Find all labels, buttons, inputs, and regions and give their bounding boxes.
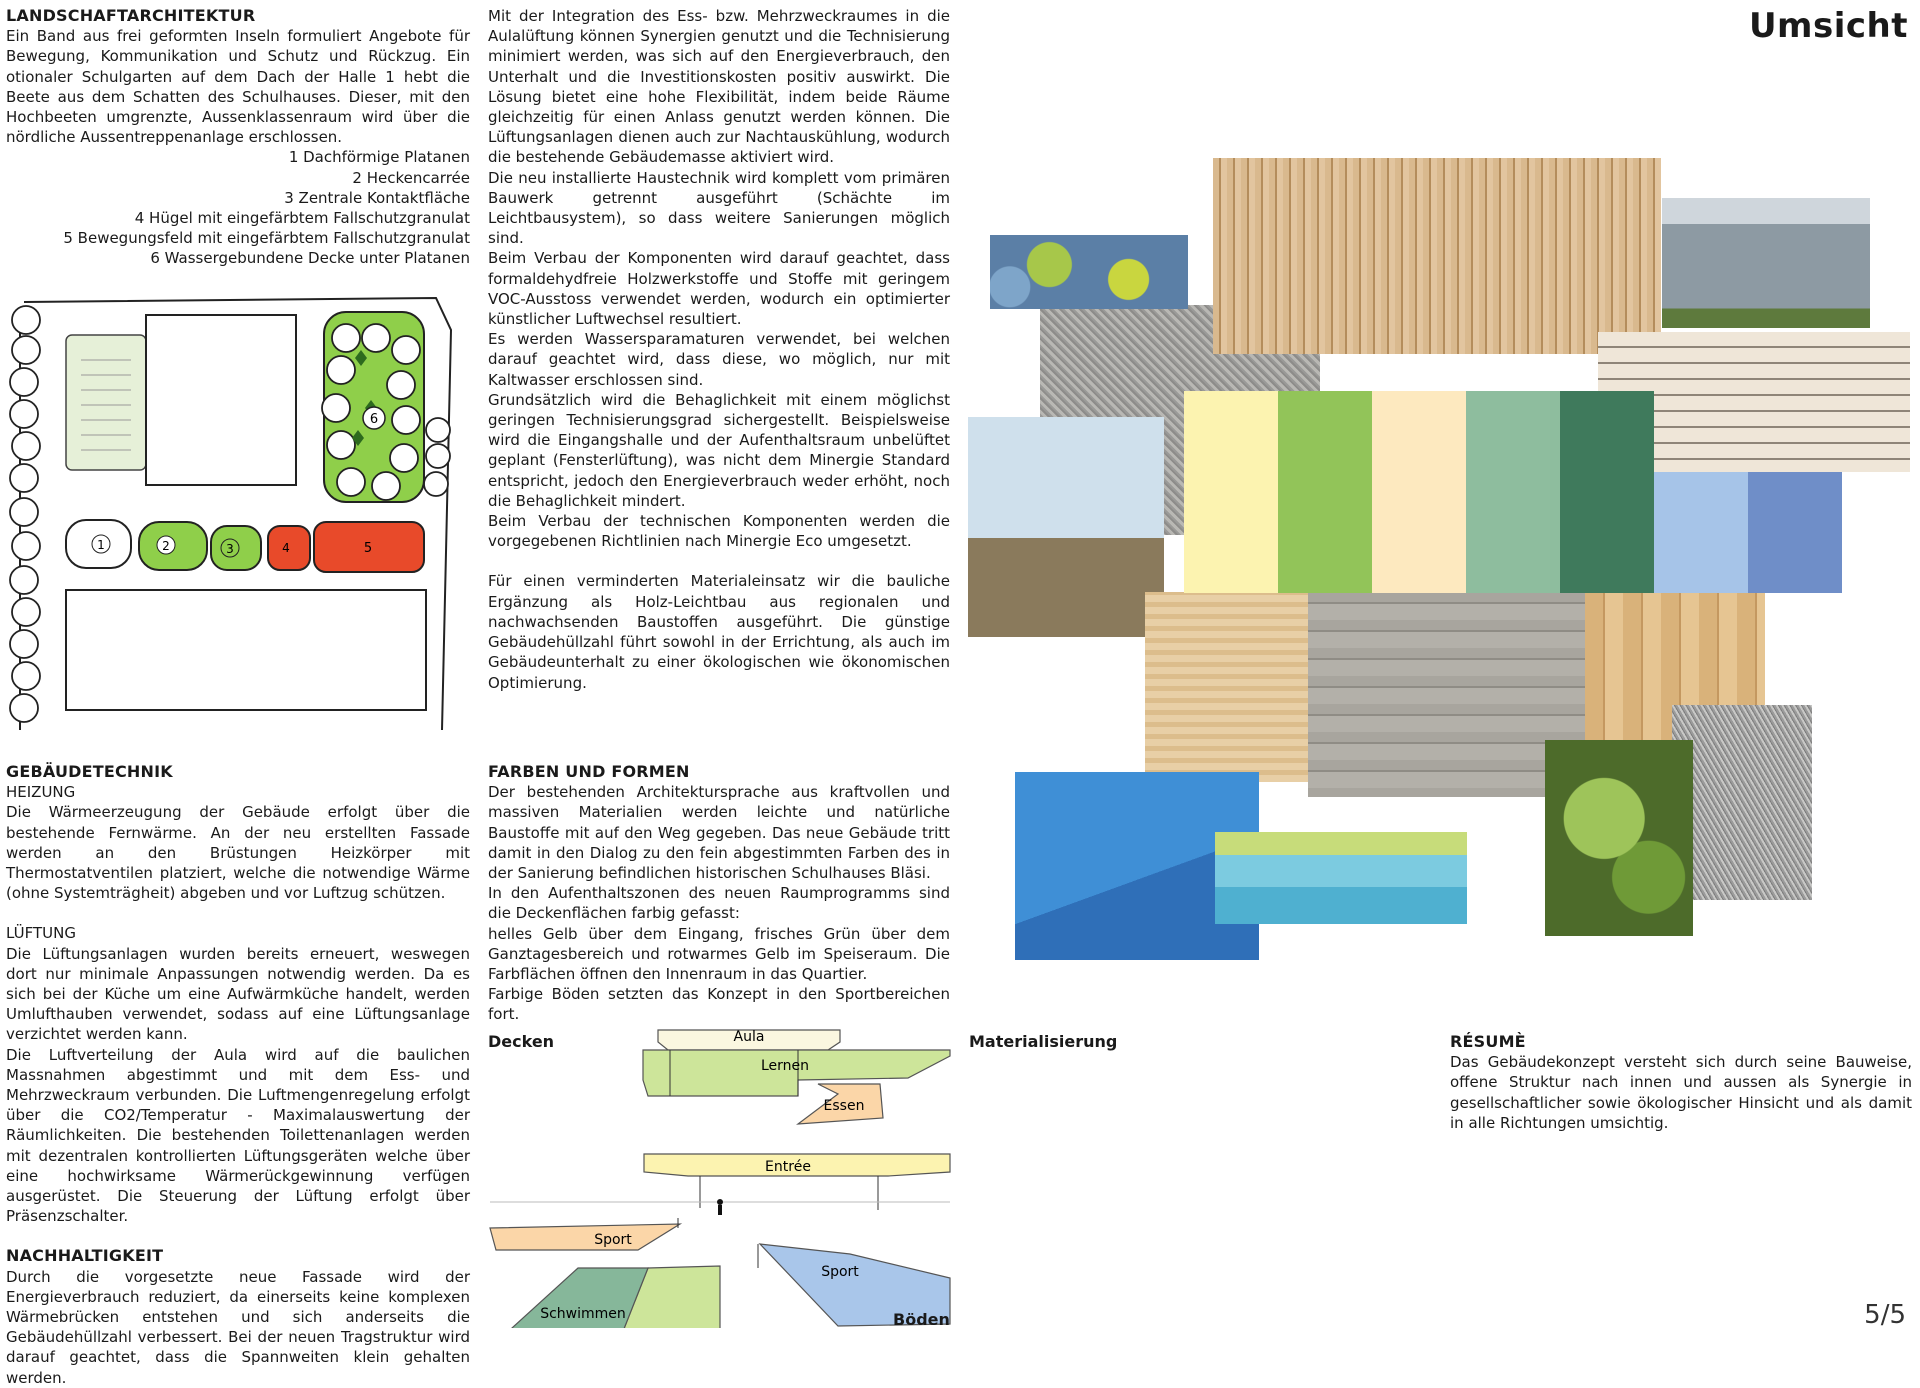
resume-text: Das Gebäudekonzept versteht sich durch seine Bauweise, offene Struktur nach innen und aussen als Synergie in gesellschaftlicher sowie ökologischer Hinsicht und als damit in alle Richtungen umsichtig. xyxy=(1450,1053,1912,1132)
lueftung-text: Die Luftverteilung der Aula wird auf die baulichen Massnahmen abgestimmt und mit dem Ess- und Mehrzweckraum verbunden. Die Luftmengenregelung erfolgt über die CO2/Temperatur - Maximalauswertung der Räumlichkeiten. Die bestehenden Toilettenanlagen werden mit dezentralen kontrollierten Lüftungsgeräten welche über eine hochwirksame Wärmerückgewinnung verfügen ausgerüstet. Die Steuerung der Lüftung erfolgt über Präsenzschalter. xyxy=(6,1045,470,1226)
lueftung-text: Die Lüftungsanlagen wurden bereits erneuert, weswegen dort nur minimale Anpassungen notwendig werden. Da es sich bei der Küche um eine Aufwärmküche handelt, werden Umlufthauben verwendet, sodass auf eine Lüftungsanlage verzichtet werden kann. xyxy=(6,944,470,1044)
legend-item: 4 Hügel mit eingefärbtem Fallschutzgranulat xyxy=(134,209,470,228)
color-palette-yellow xyxy=(1184,391,1278,593)
heizung-title: HEIZUNG xyxy=(6,783,76,802)
resume-section xyxy=(1450,1032,1912,1133)
material-swatch-building-photo xyxy=(1662,198,1870,328)
gebaeude-section xyxy=(6,762,470,1388)
color-palette-sage xyxy=(1466,391,1560,593)
nachhaltigkeit-heading: NACHHALTIGKEIT xyxy=(6,1246,164,1266)
nachhaltigkeit-text: Durch die vorgesetzte neue Fassade wird der Energieverbrauch reduziert, da einerseits keine komplexen Wärmebrücken entstehen und sich anderseits die Gebäudehüllzahl verbessert. Bei der neuen Tragstruktur wird darauf geachtet, dass die Spannweiten klein gehalten werden. xyxy=(6,1267,470,1387)
paragraph: Beim Verbau der Komponenten wird darauf geachtet, dass formaldehydfreie Holzwerkstoffe und Stoffe mit geringem VOC-Ausstoss verwendet werden, wodurch ein optimierter künstlicher Luftwechsel resultiert. xyxy=(488,249,950,329)
plan-number: 1 xyxy=(97,538,105,552)
color-palette-blue xyxy=(1748,472,1842,593)
haustechnik-text-block xyxy=(488,6,950,693)
paragraph: Es werden Wassersparamaturen verwendet, bei welchen darauf geachtet wird, dass diese, wo möglich, nur mit Kaltwasser erschlossen sind. xyxy=(488,330,950,389)
color-palette-cream xyxy=(1372,391,1466,593)
plan-number: 3 xyxy=(226,542,234,556)
paragraph: Mit der Integration des Ess- bzw. Mehrzweckraumes in die Aulalüftung können Synergien genutzt und die Technisierung minimiert werden, was sich auf den Energieverbrauch, den Unterhalt und die Investitionskosten positiv auswirkt. Die Lösung bietet eine hohe Flexibilität, indem beide Räume gleichzeitig für einen Anlass genutzt werden können. Die Lüftungsanlagen dienen auch zur Nachtauskühlung, wodurch die bestehende Gebäudemasse aktiviert wird. xyxy=(488,7,950,167)
brand-title: Umsicht xyxy=(1748,6,1908,46)
landschaft-text: Ein Band aus frei geformten Inseln formuliert Angebote für Bewegung, Kommunikation und Schutz und Rückzug. Ein otionaler Schulgarten auf dem Dach der Halle 1 hebt die Beete aus dem Schatten des Schulhauses. Dieser, mit den Hochbeeten umgrenzte, Aussenklassenraum wird über die nördliche Aussentreppenanlage erschlossen. xyxy=(6,27,470,147)
zone-label-schwimmen: Schwimmen xyxy=(540,1306,626,1322)
person-icon xyxy=(717,1199,723,1215)
plan-number: 4 xyxy=(282,541,290,555)
paragraph: Grundsätzlich wird die Behaglichkeit mit einem möglichst geringen Technisierungsgrad sichergestellt. Beispielsweise wird die Eingangshalle und der Aufenthaltsraum unbelüftet geplant (Fensterlüftung), was nicht dem Minergie Standard entspricht, jedoch den Energieverbrauch weder erhöht, noch die Behaglichkeit mindert. xyxy=(488,390,950,510)
paragraph: Die neu installierte Haustechnik wird komplett vom primären Bauwerk getrennt ausgeführt (Schächte im Leichtbausystem), so dass weitere Sanierungen möglich sind. xyxy=(488,168,950,248)
legend-item: 5 Bewegungsfeld mit eingefärbtem Fallschutzgranulat xyxy=(63,229,470,248)
farben-section xyxy=(488,762,950,1025)
zone-label-lernen: Lernen xyxy=(760,1058,810,1074)
landschaft-heading: LANDSCHAFTARCHITEKTUR xyxy=(6,6,256,25)
lueftung-title: LÜFTUNG xyxy=(6,924,76,943)
farben-heading: FARBEN UND FORMEN xyxy=(488,762,690,781)
legend-item: 6 Wassergebundene Decke unter Platanen xyxy=(150,249,470,268)
heizung-text: Die Wärmeerzeugung der Gebäude erfolgt über die bestehende Fernwärme. An der neu erstellten Fassade werden an den Brüstungen Heizkörper mit Thermostatventilen platziert, welche die notwendige Wärme (ohne Systemträgheit) abgeben und vor Luftzug schützen. xyxy=(6,803,470,903)
paragraph: Farbige Böden setzten das Konzept in den Sportbereichen fort. xyxy=(488,985,950,1024)
landschaft-section xyxy=(6,6,470,269)
color-section-diagram xyxy=(488,1028,952,1328)
paragraph: Beim Verbau der technischen Komponenten werden die vorgegebenen Richtlinien nach Minergie Eco umgesetzt. xyxy=(488,512,950,551)
paragraph: Der bestehenden Architektursprache aus kraftvollen und massiven Materialien werden leichte und natürliche Baustoffe mit auf den Weg gegeben. Das neue Gebäude tritt damit in den Dialog zu den fein abgestimmten Farben des in der Sanierung befindlichen historischen Schulhauses Bläsi. xyxy=(488,783,950,883)
paragraph: Für einen verminderten Materialeinsatz wir die bauliche Ergänzung als Holz-Leichtbau aus regionalen und nachwachsenden Baustoffen ausgeführt. Die günstige Gebäudehüllzahl führt sowohl in der Errichtung, als auch im Gebäudeunterhalt zu einer ökologischen wie ökonomischen Optimierung. xyxy=(488,572,950,692)
plan-number: 5 xyxy=(363,541,373,556)
diagram-label-decken: Decken xyxy=(488,1032,555,1051)
zone-sport-left xyxy=(490,1224,680,1250)
page-number: 5/5 xyxy=(1864,1300,1906,1330)
gebaeude-heading: GEBÄUDETECHNIK xyxy=(6,762,173,781)
color-palette-dark-green xyxy=(1560,391,1654,593)
material-label: Materialisierung xyxy=(969,1032,1118,1051)
zone-label-entree: Entrée xyxy=(765,1159,811,1175)
site-plan-sketch xyxy=(6,290,456,740)
paragraph: helles Gelb über dem Eingang, frisches Grün über dem Ganztagesbereich und rotwarmes Gelb im Speiseraum. Die Farbflächen öffnen den Innenraum in das Quartier. xyxy=(488,924,950,984)
color-palette-light-blue xyxy=(1654,472,1748,593)
zone-label-sport-left: Sport xyxy=(594,1232,632,1248)
diagram-label-boeden: Böden xyxy=(893,1310,950,1329)
material-swatch-wood-panel xyxy=(1145,592,1310,782)
legend-item: 1 Dachförmige Platanen xyxy=(288,148,470,167)
plan-legend xyxy=(6,147,470,268)
material-swatch-granite xyxy=(1672,705,1812,900)
material-swatch-glass-facade-photo xyxy=(968,417,1164,637)
plan-number: 6 xyxy=(369,412,379,427)
zone-label-aula: Aula xyxy=(733,1029,765,1045)
zone-label-sport-right: Sport xyxy=(821,1264,859,1280)
zone-label-essen: Essen xyxy=(823,1098,865,1114)
material-swatch-seating-photo xyxy=(990,235,1188,309)
color-palette-green xyxy=(1278,391,1372,593)
material-swatch-leaves-photo xyxy=(1545,740,1693,936)
plan-number: 2 xyxy=(162,539,170,553)
paragraph: In den Aufenthaltszonen des neuen Raumprogramms sind die Deckenflächen farbig gefasst: xyxy=(488,884,950,923)
material-swatch-pool-photo xyxy=(1215,832,1467,924)
legend-item: 3 Zentrale Kontaktfläche xyxy=(284,188,470,207)
legend-item: 2 Heckencarrée xyxy=(352,168,470,187)
material-swatch-wood-slat-ceiling xyxy=(1213,158,1661,354)
resume-heading: RÉSUMÈ xyxy=(1450,1032,1526,1051)
